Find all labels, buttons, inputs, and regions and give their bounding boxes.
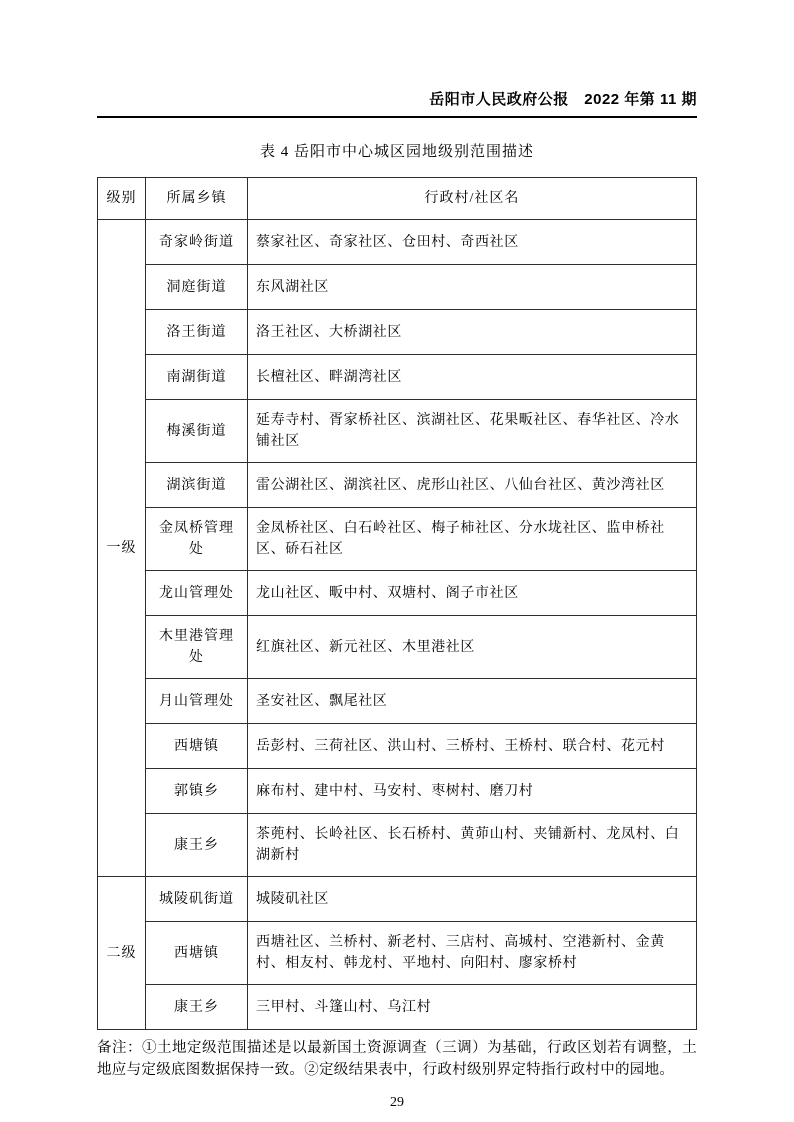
villages-cell: 金凤桥社区、白石岭社区、梅子柿社区、分水垅社区、监申桥社区、硚石社区: [248, 508, 697, 571]
table-row: [98, 265, 697, 310]
villages-cell: 雷公湖社区、湖滨社区、虎形山社区、八仙台社区、黄沙湾社区: [248, 463, 697, 508]
table-row: [98, 724, 697, 769]
grade-range-table: [97, 177, 697, 1030]
township-cell: 月山管理处: [146, 679, 248, 724]
township-cell: 奇家岭街道: [146, 220, 248, 265]
township-cell: 西塘镇: [146, 922, 248, 985]
table-row: [98, 571, 697, 616]
villages-cell: 三甲村、斗篷山村、乌江村: [248, 985, 697, 1030]
table-row: [98, 877, 697, 922]
table-footnote: 备注：①土地定级范围描述是以最新国土资源调查（三调）为基础，行政区划若有调整，土地应与定级底图数据保持一致。②定级结果表中，行政村级别界定特指行政村中的园地。: [97, 1040, 697, 1078]
township-cell: 龙山管理处: [146, 571, 248, 616]
gazette-masthead: 岳阳市人民政府公报 2022 年第 11 期: [97, 88, 697, 118]
villages-cell: 圣安社区、飘尾社区: [248, 679, 697, 724]
header-village: 行政村/社区名: [248, 178, 697, 220]
township-cell: 康王乡: [146, 814, 248, 877]
township-cell: 洛王街道: [146, 310, 248, 355]
villages-cell: 龙山社区、畈中村、双塘村、阁子市社区: [248, 571, 697, 616]
township-cell: 康王乡: [146, 985, 248, 1030]
township-cell: 郭镇乡: [146, 769, 248, 814]
villages-cell: 蔡家社区、奇家社区、仓田村、奇西社区: [248, 220, 697, 265]
table-row: [98, 616, 697, 679]
villages-cell: 红旗社区、新元社区、木里港社区: [248, 616, 697, 679]
villages-cell: 洛王社区、大桥湖社区: [248, 310, 697, 355]
table-row: [98, 985, 697, 1030]
township-cell: 梅溪街道: [146, 400, 248, 463]
township-cell: 木里港管理处: [146, 616, 248, 679]
villages-cell: 延寿寺村、胥家桥社区、滨湖社区、花果畈社区、春华社区、冷水铺社区: [248, 400, 697, 463]
township-cell: 湖滨街道: [146, 463, 248, 508]
table-row: [98, 508, 697, 571]
villages-cell: 茶蔸村、长岭社区、长石桥村、黄茆山村、夹铺新村、龙凤村、白湖新村: [248, 814, 697, 877]
table-row: [98, 310, 697, 355]
header-township: 所属乡镇: [146, 178, 248, 220]
table-row: [98, 814, 697, 877]
villages-cell: 岳彭村、三荷社区、洪山村、三桥村、王桥村、联合村、花元村: [248, 724, 697, 769]
page-number: 29: [390, 1095, 404, 1110]
villages-cell: 东风湖社区: [248, 265, 697, 310]
table-row: [98, 220, 697, 265]
villages-cell: 城陵矶社区: [248, 877, 697, 922]
level-cell: 二级: [98, 877, 146, 1030]
township-cell: 金凤桥管理处: [146, 508, 248, 571]
table-title: 表 4 岳阳市中心城区园地级别范围描述: [259, 144, 534, 160]
township-cell: 西塘镇: [146, 724, 248, 769]
header-level: 级别: [98, 178, 146, 220]
villages-cell: 西塘社区、兰桥村、新老村、三店村、高城村、空港新村、金黄村、相友村、韩龙村、平地村、向阳村、廖家桥村: [248, 922, 697, 985]
table-row: [98, 922, 697, 985]
level-cell: 一级: [98, 220, 146, 877]
township-cell: 城陵矶街道: [146, 877, 248, 922]
table-row: [98, 355, 697, 400]
villages-cell: 麻布村、建中村、马安村、枣树村、磨刀村: [248, 769, 697, 814]
table-header-row: [98, 178, 697, 220]
table-row: [98, 769, 697, 814]
villages-cell: 长檀社区、畔湖湾社区: [248, 355, 697, 400]
table-row: [98, 463, 697, 508]
table-row: [98, 679, 697, 724]
township-cell: 南湖街道: [146, 355, 248, 400]
township-cell: 洞庭街道: [146, 265, 248, 310]
table-row: [98, 400, 697, 463]
